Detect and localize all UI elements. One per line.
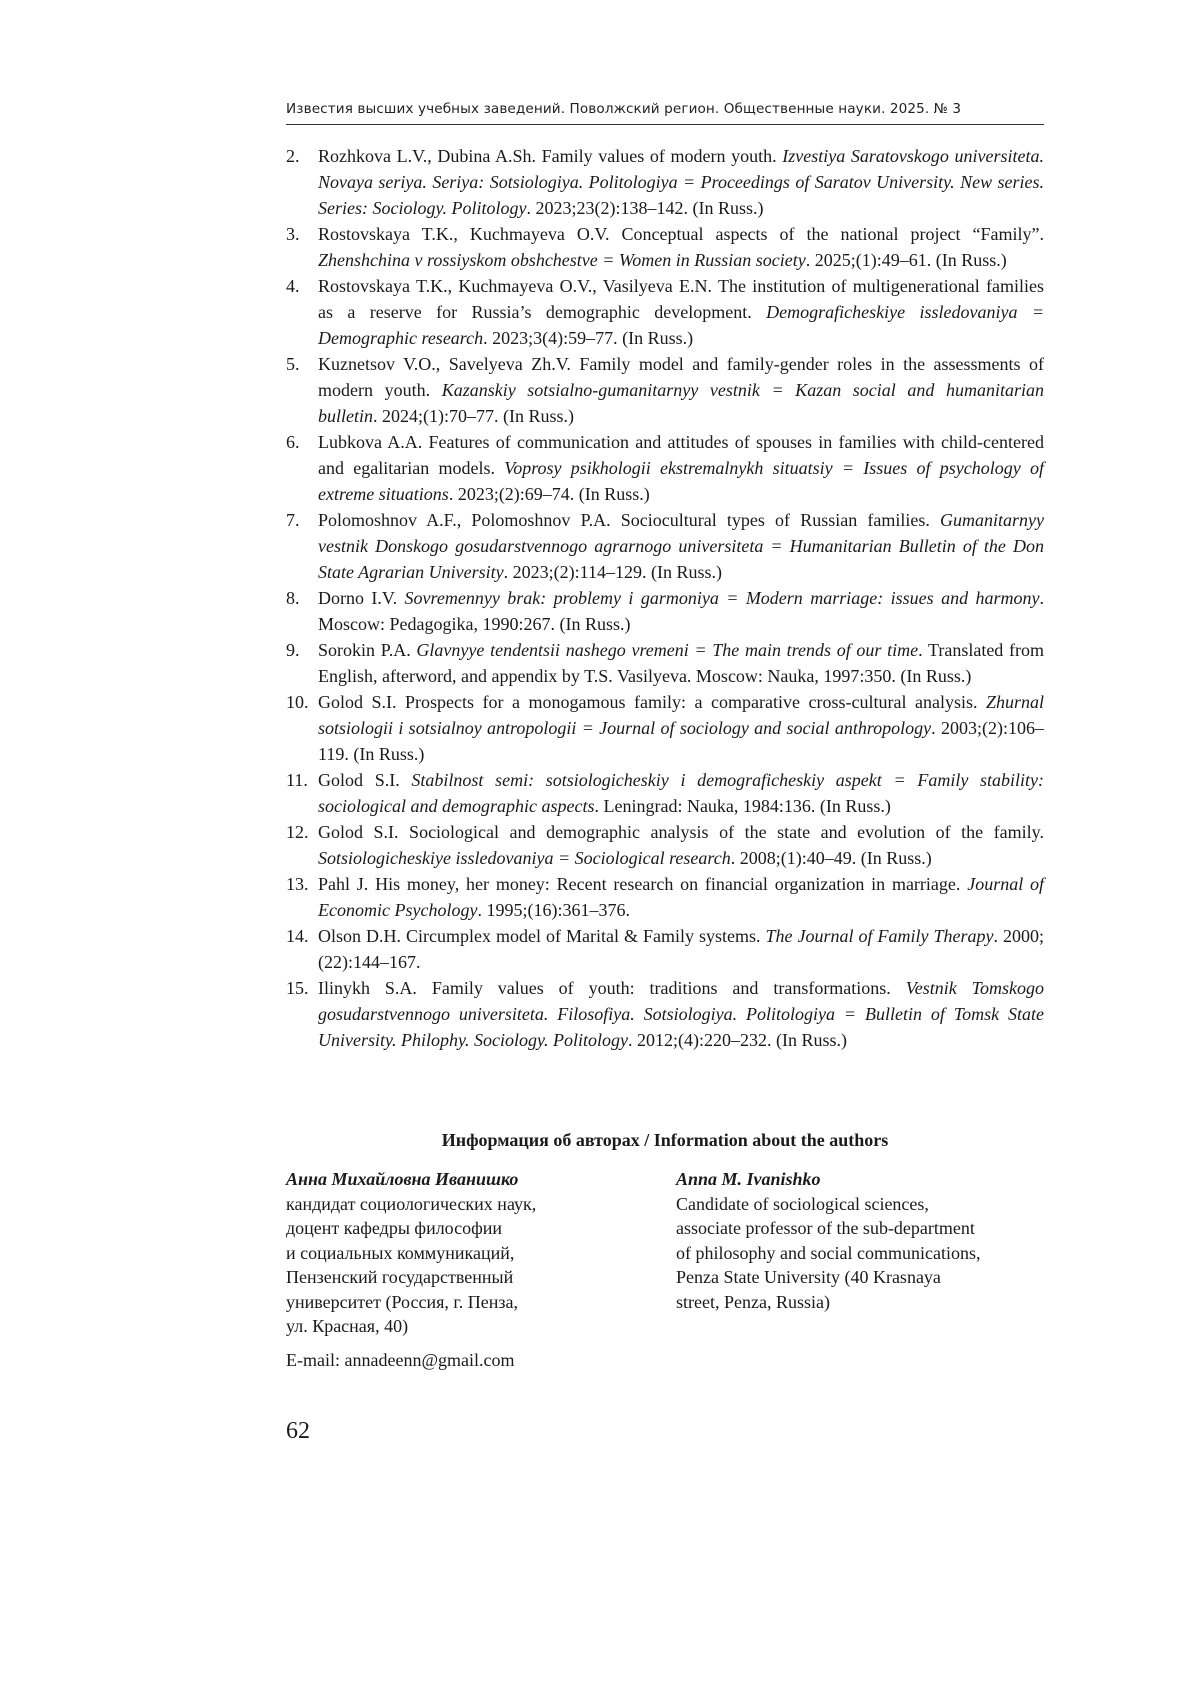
reference-authors: Golod S.I. Sociological and demographic analysis of the state and evolution of the family. xyxy=(318,822,1044,842)
reference-journal: Izvestiya Saratovskogo universiteta. Novaya seriya. Seriya: Sotsiologiya. Politologiya = Proceedings of Saratov University. New series. Series: Sociology. Politology xyxy=(318,146,1044,218)
author-affiliation-line: associate professor of the sub-department xyxy=(676,1218,975,1238)
reference-item xyxy=(286,819,1044,871)
author-affiliation-line: кандидат социологических наук, xyxy=(286,1193,537,1214)
reference-details: . 2000;(22):144–167. xyxy=(318,926,1044,972)
reference-details: . 2023;(2):114–129. (In Russ.) xyxy=(503,562,722,582)
reference-details: . Translated from English, afterword, and appendix by T.S. Vasilyeva. Moscow: Nauka, 1997:350. (In Russ.) xyxy=(318,640,1044,686)
reference-number: 5. xyxy=(286,354,300,374)
reference-details: . 2025;(1):49–61. (In Russ.) xyxy=(805,250,1007,270)
reference-item xyxy=(286,351,1044,429)
reference-details: . 2023;3(4):59–77. (In Russ.) xyxy=(483,328,694,348)
reference-number: 14. xyxy=(286,926,309,946)
author-affiliation-line: street, Penza, Russia) xyxy=(676,1291,830,1312)
reference-authors: Ilinykh S.A. Family values of youth: traditions and transformations. xyxy=(318,978,906,998)
reference-journal: The Journal of Family Therapy xyxy=(765,926,994,946)
reference-item xyxy=(286,689,1044,767)
reference-item xyxy=(286,273,1044,351)
reference-number: 13. xyxy=(286,874,309,894)
reference-journal: Voprosy psikhologii ekstremalnykh situatsiy = Issues of psychology of extreme situations xyxy=(318,458,1044,504)
author-affiliation-line: Candidate of sociological sciences, xyxy=(676,1193,929,1214)
reference-details: . 2024;(1):70–77. (In Russ.) xyxy=(373,406,574,426)
author-info-russian xyxy=(286,1167,636,1372)
reference-details: . Leningrad: Nauka, 1984:136. (In Russ.) xyxy=(594,796,891,816)
authors-section-title: Информация об авторах / Information about the authors xyxy=(441,1130,889,1150)
reference-authors: Kuznetsov V.O., Savelyeva Zh.V. Family model and family-gender roles in the assessments of modern youth. xyxy=(318,354,1044,400)
author-affiliation-line: Penza State University (40 Krasnaya xyxy=(676,1267,941,1287)
reference-item xyxy=(286,923,1044,975)
reference-number: 8. xyxy=(286,588,300,608)
reference-details: . 2008;(1):40–49. (In Russ.) xyxy=(730,848,932,868)
reference-journal: Sovremennyy brak: problemy i garmoniya = Modern marriage: issues and harmony xyxy=(404,588,1040,608)
reference-authors: Rostovskaya T.K., Kuchmayeva O.V. Conceptual aspects of the national project “Family”. xyxy=(318,224,1044,244)
reference-number: 9. xyxy=(286,640,300,660)
author-affiliation-line: of philosophy and social communications, xyxy=(676,1242,981,1263)
reference-authors: Rozhkova L.V., Dubina A.Sh. Family values of modern youth. xyxy=(318,146,783,166)
author-affiliation-line: университет (Россия, г. Пенза, xyxy=(286,1291,518,1312)
reference-details: . 2023;23(2):138–142. (In Russ.) xyxy=(526,198,764,218)
reference-item xyxy=(286,637,1044,689)
reference-item xyxy=(286,871,1044,923)
reference-number: 10. xyxy=(286,692,309,712)
author-name-en: Anna M. Ivanishko xyxy=(676,1169,821,1189)
reference-journal: Vestnik Tomskogo gosudarstvennogo universiteta. Filosofiya. Sotsiologiya. Politologiya = Bulletin of Tomsk State University. Philophy. Sociology. Politology xyxy=(318,978,1044,1050)
reference-item xyxy=(286,767,1044,819)
author-info-english xyxy=(676,1167,1046,1314)
reference-item xyxy=(286,507,1044,585)
author-affiliation-line: ул. Красная, 40) xyxy=(286,1316,409,1336)
reference-authors: Lubkova A.A. Features of communication and attitudes of spouses in families with child-centered and egalitarian models. xyxy=(318,432,1044,478)
reference-details: . 2023;(2):69–74. (In Russ.) xyxy=(448,484,650,504)
reference-details: . 2012;(4):220–232. (In Russ.) xyxy=(627,1030,847,1050)
reference-journal: Zhenshchina v rossiyskom obshchestve = Women in Russian society xyxy=(318,250,806,270)
reference-journal: Stabilnost semi: sotsiologicheskiy i demograficheskiy aspekt = Family stability: sociological and demographic aspects xyxy=(318,770,1044,816)
reference-journal: Glavnyye tendentsii nashego vremeni = The main trends of our time xyxy=(416,640,919,660)
reference-item xyxy=(286,143,1044,221)
reference-list xyxy=(286,143,1044,1053)
reference-journal: Sotsiologicheskiye issledovaniya = Sociological research xyxy=(318,848,731,868)
reference-details: . 2003;(2):106–119. (In Russ.) xyxy=(318,718,1044,764)
author-affiliation-line: Пензенский государственный xyxy=(286,1267,514,1287)
reference-number: 2. xyxy=(286,146,300,166)
reference-authors: Golod S.I. xyxy=(318,770,412,790)
reference-authors: Golod S.I. Prospects for a monogamous family: a comparative cross-cultural analysis. xyxy=(318,692,986,712)
reference-authors: Rostovskaya T.K., Kuchmayeva O.V., Vasilyeva E.N. The institution of multigenerational families as a reserve for Russia’s demographic development. xyxy=(318,276,1044,322)
author-affiliation-line: и социальных коммуникаций, xyxy=(286,1242,515,1263)
reference-journal: Gumanitarnyy vestnik Donskogo gosudarstvennogo agrarnogo universiteta = Humanitarian Bulletin of the Don State Agrarian University xyxy=(318,510,1044,582)
reference-details: . Moscow: Pedagogika, 1990:267. (In Russ.) xyxy=(318,588,1044,634)
reference-authors: Dorno I.V. xyxy=(318,588,405,608)
reference-number: 12. xyxy=(286,822,309,842)
reference-journal: Kazanskiy sotsialno-gumanitarnyy vestnik = Kazan social and humanitarian bulletin xyxy=(318,380,1044,426)
header-rule xyxy=(286,124,1044,125)
reference-authors: Pahl J. His money, her money: Recent research on financial organization in marriage. xyxy=(318,874,968,894)
author-affiliation-line: доцент кафедры философии xyxy=(286,1218,503,1238)
reference-journal: Journal of Economic Psychology xyxy=(318,874,1044,920)
reference-number: 6. xyxy=(286,432,300,452)
page-number: 62 xyxy=(286,1418,310,1444)
reference-number: 11. xyxy=(286,770,308,790)
reference-item xyxy=(286,585,1044,637)
reference-item xyxy=(286,975,1044,1053)
reference-authors: Sorokin P.A. xyxy=(318,640,417,660)
running-head: Известия высших учебных заведений. Поволжский регион. Общественные науки. 2025. № 3 xyxy=(286,101,962,117)
author-name-ru: Анна Михайловна Иванишко xyxy=(286,1169,519,1189)
reference-authors: Olson D.H. Circumplex model of Marital & Family systems. xyxy=(318,926,766,946)
reference-number: 7. xyxy=(286,510,300,530)
reference-authors: Polomoshnov A.F., Polomoshnov P.A. Sociocultural types of Russian families. xyxy=(318,510,941,530)
reference-item xyxy=(286,221,1044,273)
author-email: E-mail: annadeenn@gmail.com xyxy=(286,1349,515,1370)
reference-number: 4. xyxy=(286,276,300,296)
reference-journal: Zhurnal sotsiologii i sotsialnoy antropologii = Journal of sociology and social anthropology xyxy=(318,692,1044,738)
reference-item xyxy=(286,429,1044,507)
reference-number: 3. xyxy=(286,224,300,244)
reference-journal: Demograficheskiye issledovaniya = Demographic research xyxy=(318,302,1044,348)
reference-number: 15. xyxy=(286,978,309,998)
reference-details: . 1995;(16):361–376. xyxy=(477,900,630,920)
